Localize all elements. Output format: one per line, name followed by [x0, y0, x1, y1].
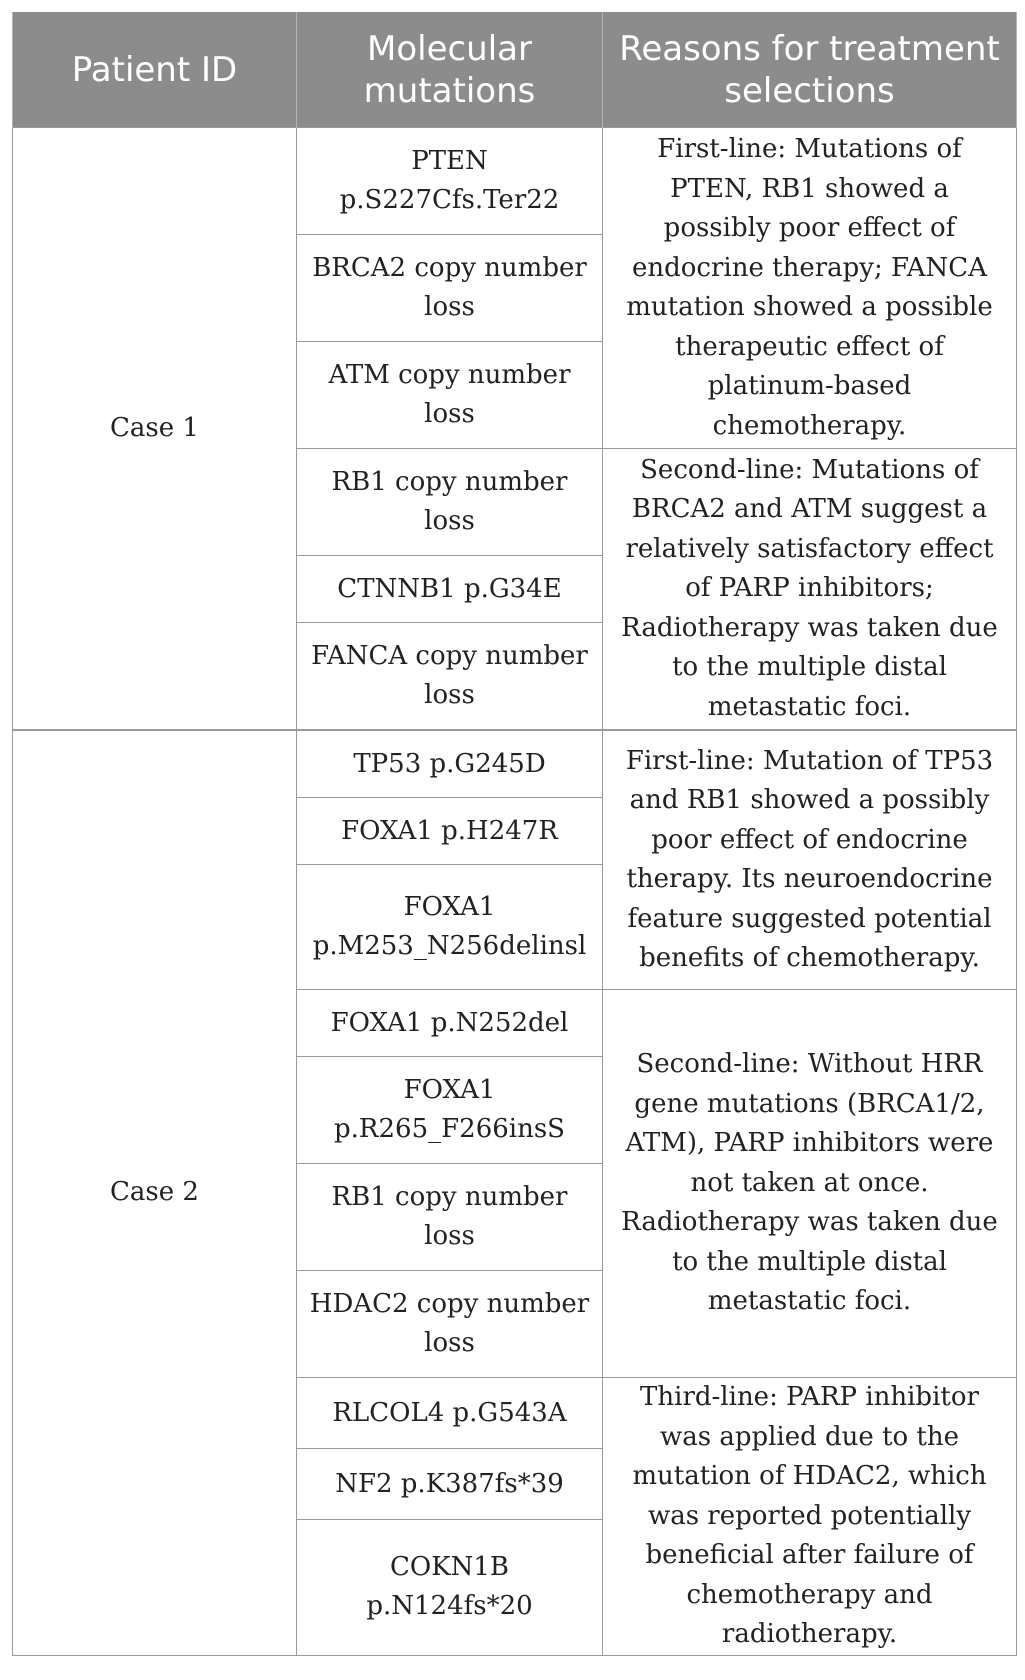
mutation-cell: CTNNB1 p.G34E	[297, 556, 603, 623]
mutation-table	[12, 12, 1017, 1656]
mutation-cell: FOXA1 p.R265_F266insS	[297, 1057, 603, 1164]
mutation-cell: RLCOL4 p.G543A	[297, 1378, 603, 1449]
header-molecular-mutations: Molecular mutations	[297, 12, 603, 128]
mutation-cell: RB1 copy number loss	[297, 449, 603, 556]
mutation-cell: FOXA1 p.H247R	[297, 798, 603, 865]
mutation-cell: FOXA1 p.N252del	[297, 990, 603, 1057]
table-row	[13, 128, 1017, 235]
table-row	[13, 730, 1017, 798]
mutation-cell: FANCA copy number loss	[297, 623, 603, 731]
reason-cell: First-line: Mutations of PTEN, RB1 showed a possibly poor effect of endocrine therapy; FANCA mutation showed a possible therapeutic effect of platinum-based chemotherapy.	[603, 128, 1017, 449]
reason-cell: First-line: Mutation of TP53 and RB1 showed a possibly poor effect of endocrine therapy. Its neuroendocrine feature suggested potential benefits of chemotherapy.	[603, 730, 1017, 990]
mutation-cell: FOXA1 p.M253_N256delinsl	[297, 865, 603, 990]
mutation-cell: HDAC2 copy number loss	[297, 1271, 603, 1378]
mutation-cell: RB1 copy number loss	[297, 1164, 603, 1271]
reason-cell: Third-line: PARP inhibitor was applied due to the mutation of HDAC2, which was reported potentially beneficial after failure of chemotherapy and radiotherapy.	[603, 1378, 1017, 1656]
reason-cell: Second-line: Mutations of BRCA2 and ATM suggest a relatively satisfactory effect of PARP inhibitors; Radiotherapy was taken due to the multiple distal metastatic foci.	[603, 449, 1017, 731]
header-row	[13, 12, 1017, 128]
mutation-cell: ATM copy number loss	[297, 342, 603, 449]
mutation-cell: TP53 p.G245D	[297, 730, 603, 798]
reason-cell: Second-line: Without HRR gene mutations (BRCA1/2, ATM), PARP inhibitors were not taken at once. Radiotherapy was taken due to the multiple distal metastatic foci.	[603, 990, 1017, 1378]
header-patient-id: Patient ID	[13, 12, 297, 128]
patient-id-cell: Case 1	[13, 128, 297, 731]
mutation-cell: NF2 p.K387fs*39	[297, 1449, 603, 1520]
mutation-table-container	[12, 12, 1016, 1656]
mutation-cell: COKN1B p.N124fs*20	[297, 1520, 603, 1655]
mutation-cell: BRCA2 copy number loss	[297, 235, 603, 342]
patient-id-cell: Case 2	[13, 730, 297, 1655]
header-reasons: Reasons for treatment selections	[603, 12, 1017, 128]
mutation-cell: PTEN p.S227Cfs.Ter22	[297, 128, 603, 235]
